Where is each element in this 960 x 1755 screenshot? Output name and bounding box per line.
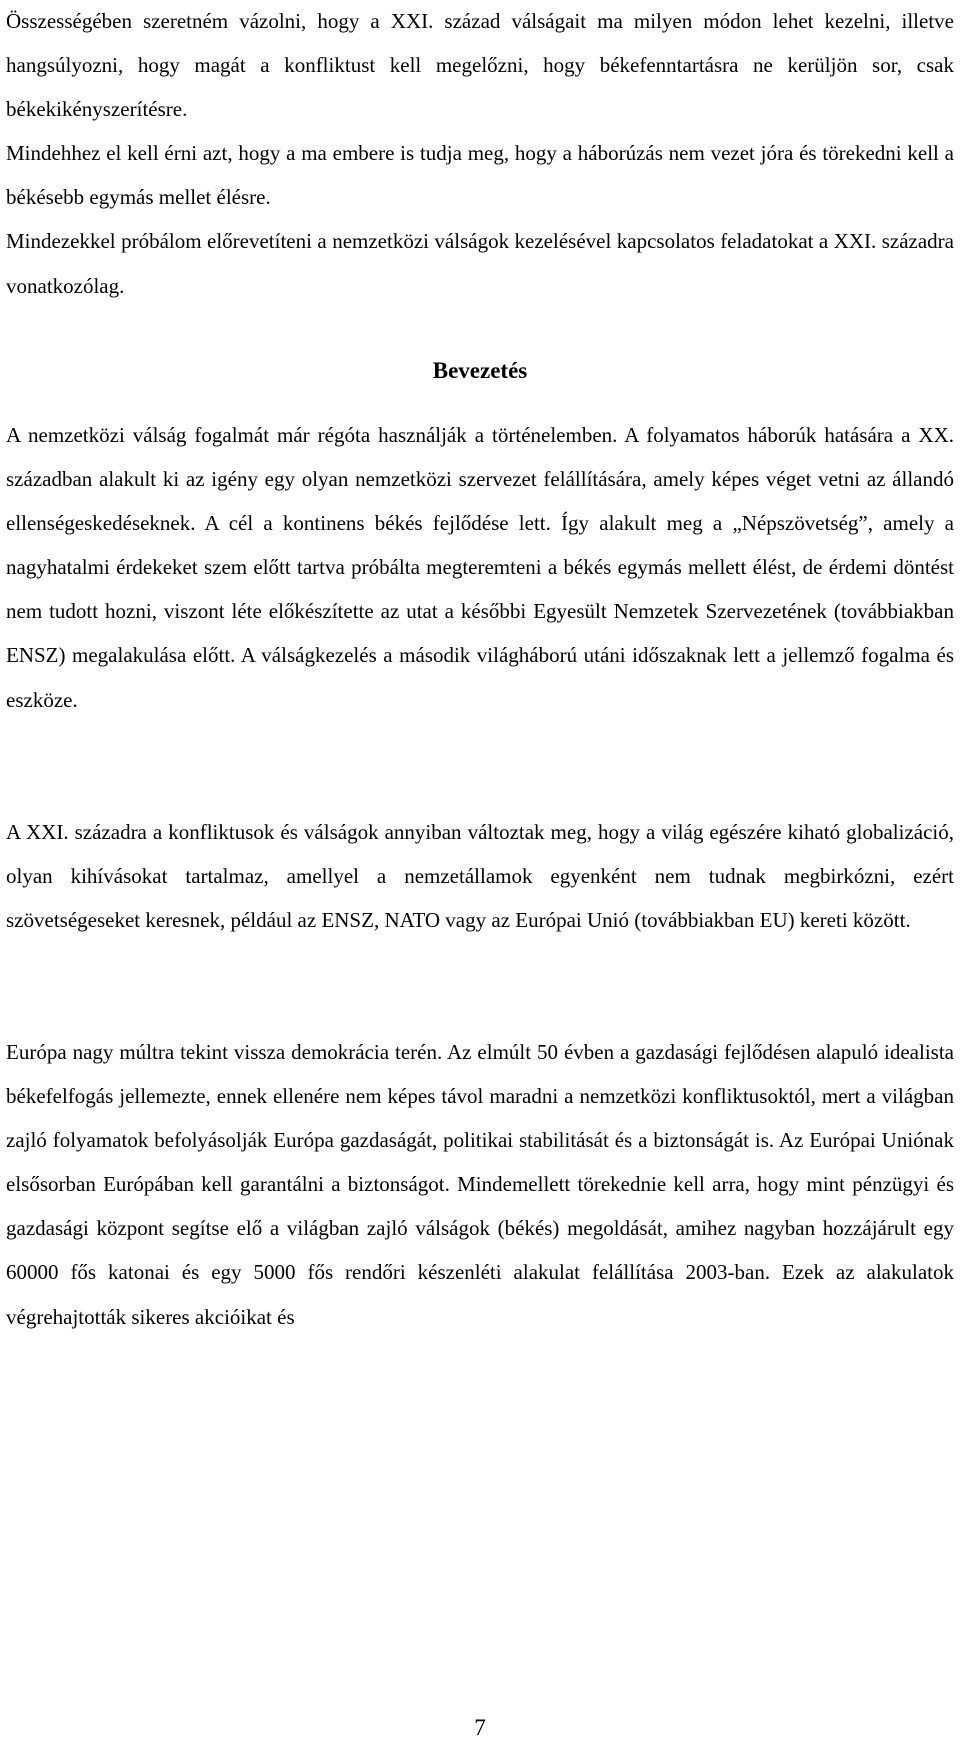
body-paragraph-block [6, 1030, 954, 1339]
page-number: 7 [474, 1715, 486, 1740]
intro-paragraph: Mindezekkel próbálom előrevetíteni a nemzetközi válságok kezelésével kapcsolatos feladatokat a XXI. századra vonatkozólag. [6, 229, 954, 298]
intro-paragraph: Összességében szeretném vázolni, hogy a XXI. század válságait ma milyen módon lehet kezelni, illetve hangsúlyozni, hogy magát a konfliktust kell megelőzni, hogy békefenntartásra ne kerüljön sor, csak békekikényszerítésre. [6, 9, 954, 122]
intro-section [6, 0, 954, 308]
intro-paragraph: Mindehhez el kell érni azt, hogy a ma embere is tudja meg, hogy a háborúzás nem vezet jóra és törekedni kell a békésebb egymás mellet élésre. [6, 141, 954, 210]
document-page [6, 0, 954, 1755]
body-paragraph: Európa nagy múltra tekint vissza demokrácia terén. Az elmúlt 50 évben a gazdasági fejlődésen alapuló idealista békefelfogás jellemezte, ennek ellenére nem képes távol maradni a nemzetközi konfliktusoktól, mert a világban zajló folyamatok befolyásolják Európa gazdaságát, politikai stabilitását és a biztonságát is. Az Európai Uniónak elsősorban Európában kell garantálni a biztonságot. Mindemellett törekednie kell arra, hogy mint pénzügyi és gazdasági központ segítse elő a világban zajló válságok (békés) megoldását, amihez nagyban hozzájárult egy 60000 fős katonai és egy 5000 fős rendőri készenléti alakulat felállítása 2003-ban. Ezek az alakulatok végrehajtották sikeres akcióikat és [6, 1040, 954, 1329]
body-paragraph-block [6, 413, 954, 722]
body-paragraph-block [6, 810, 954, 942]
body-paragraph: A nemzetközi válság fogalmát már régóta használják a történelemben. A folyamatos háborúk hatására a XX. században alakult ki az igény egy olyan nemzetközi szervezet felállítására, amely képes véget vetni az állandó ellenségeskedéseknek. A cél a kontinens békés fejlődése lett. Így alakult meg a „Népszövetség”, amely a nagyhatalmi érdekeket szem előtt tartva próbálta megteremteni a békés egymás mellett élést, de érdemi döntést nem tudott hozni, viszont léte előkészítette az utat a későbbi Egyesült Nemzetek Szervezetének (továbbiakban ENSZ) megalakulása előtt. A válságkezelés a második világháború utáni időszaknak lett a jellemző fogalma és eszköze. [6, 423, 954, 712]
section-heading: Bevezetés [432, 358, 528, 383]
body-paragraph: A XXI. századra a konfliktusok és válságok annyiban változtak meg, hogy a világ egészére kiható globalizáció, olyan kihívásokat tartalmaz, amellyel a nemzetállamok egyenként nem tudnak megbirkózni, ezért szövetségeseket keresnek, például az ENSZ, NATO vagy az Európai Unió (továbbiakban EU) kereti között. [6, 820, 954, 933]
